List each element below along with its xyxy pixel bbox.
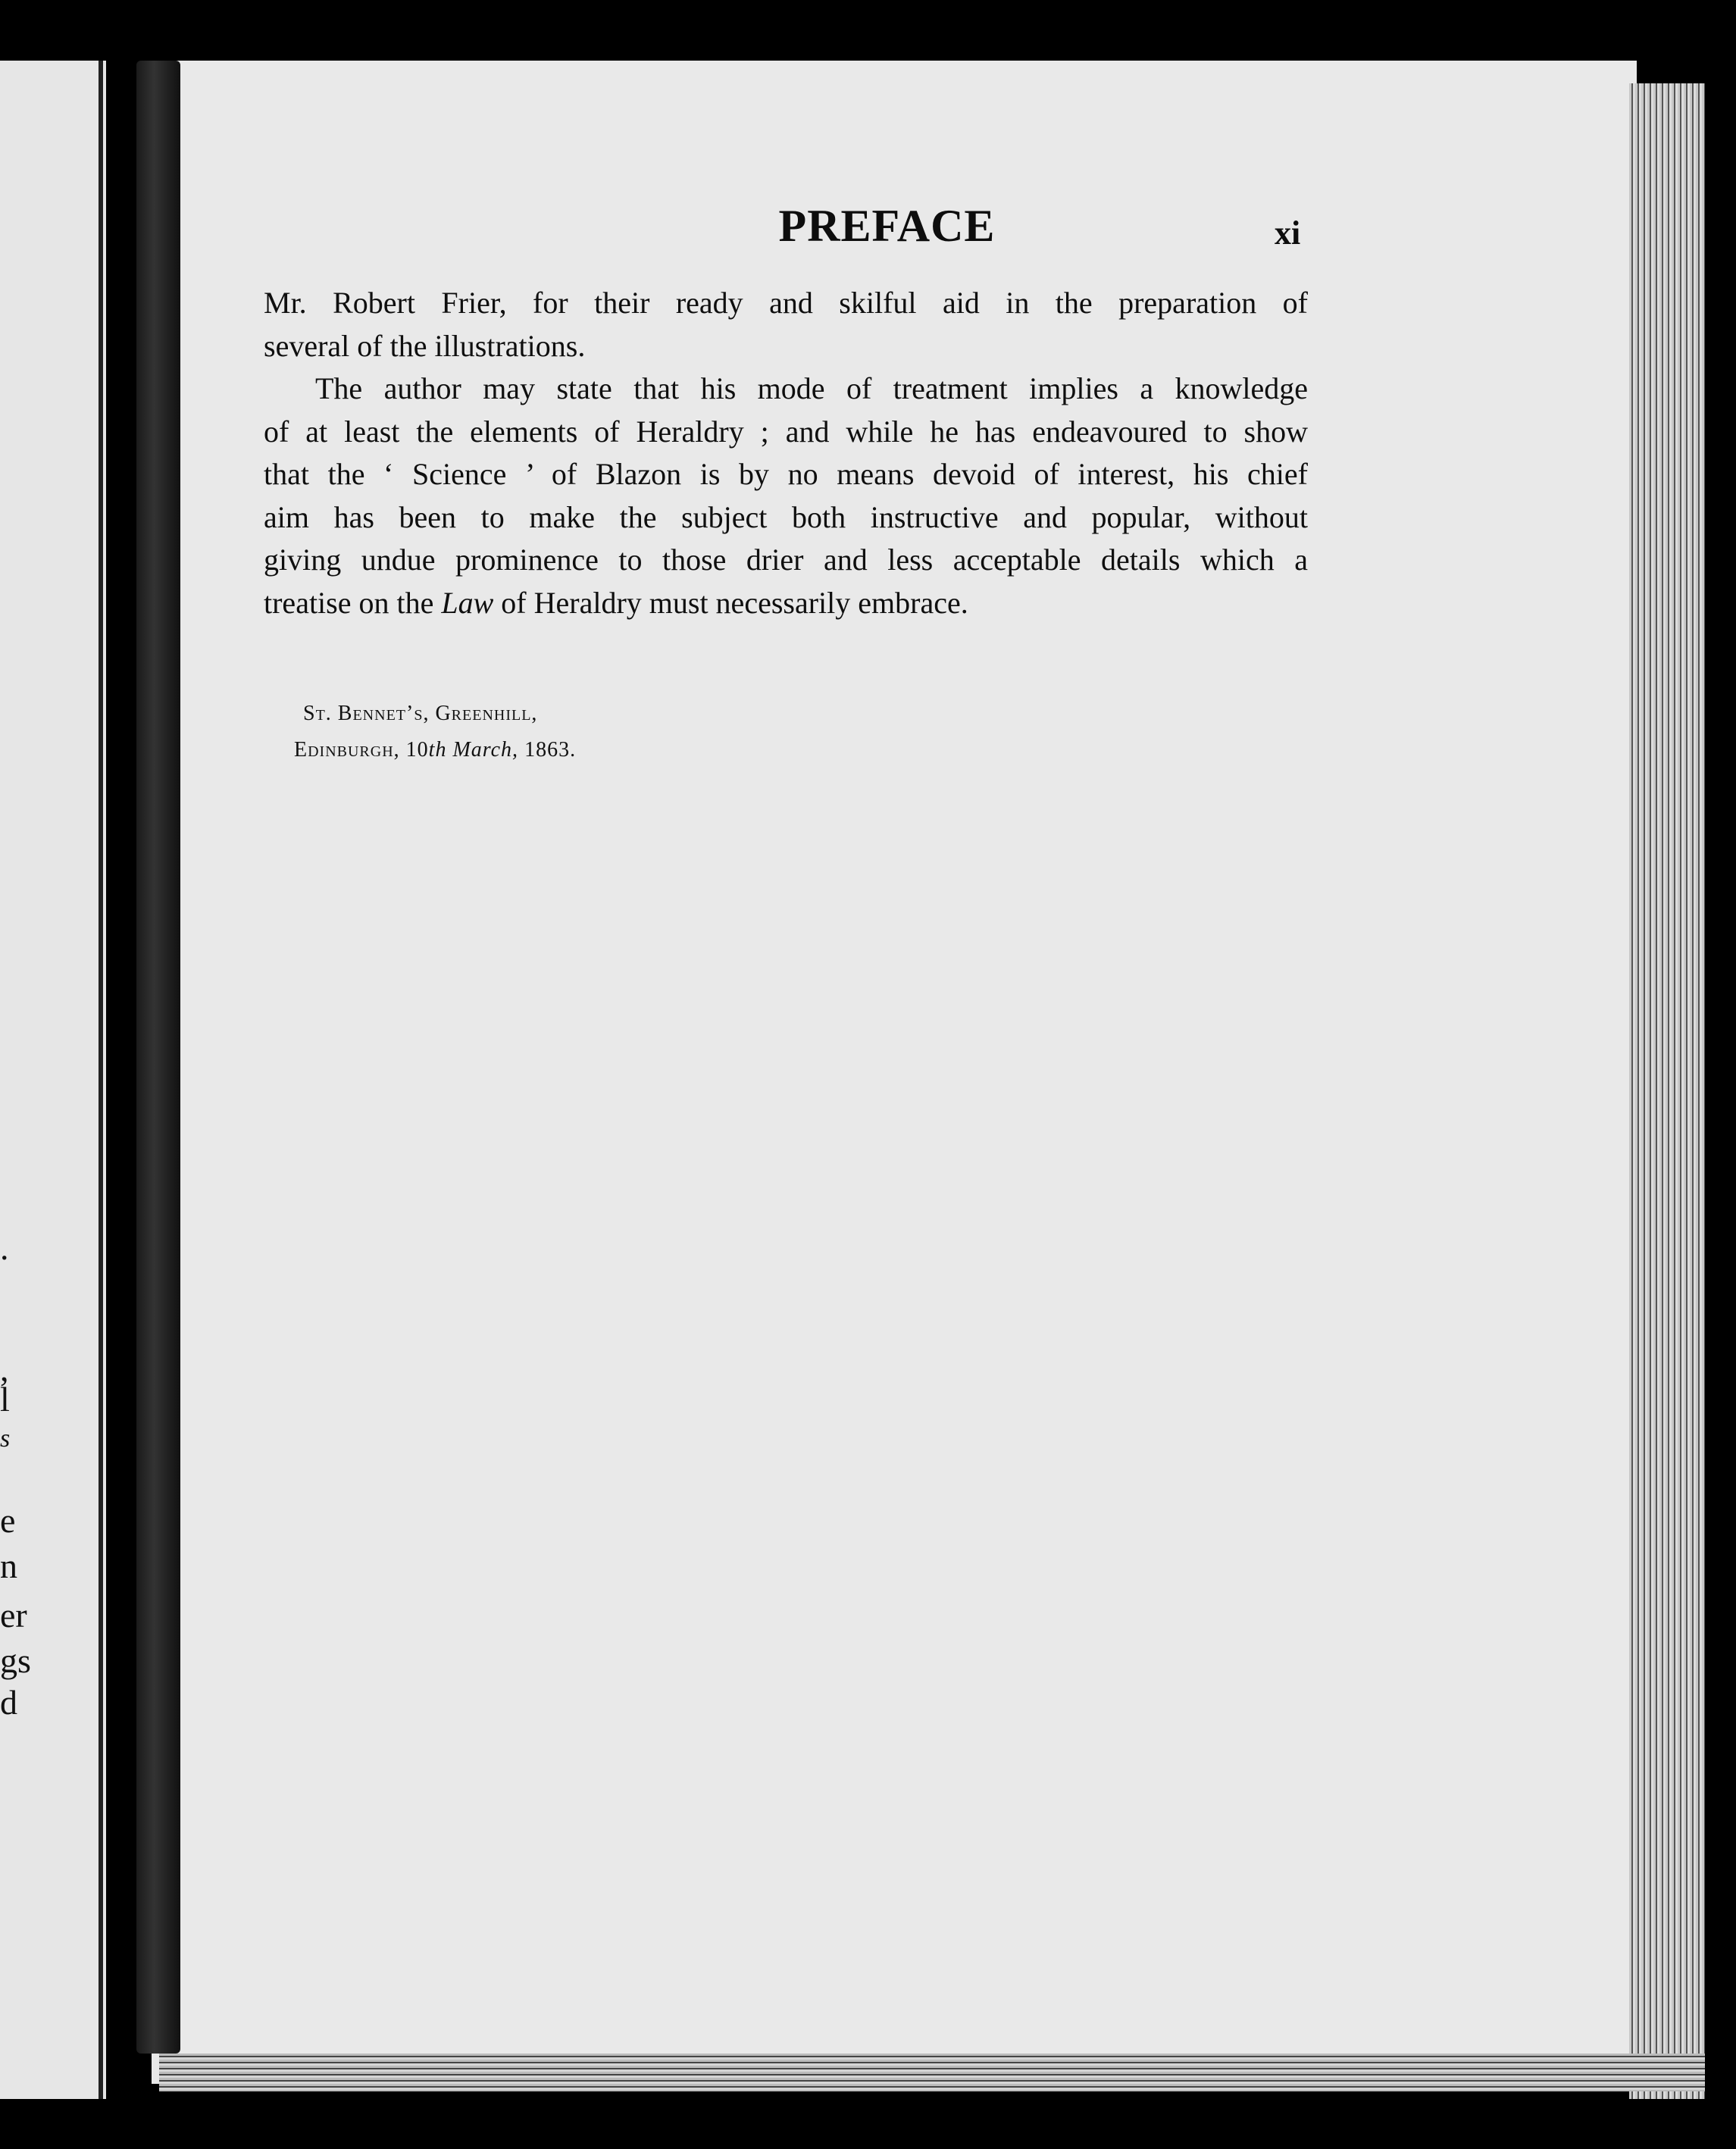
- text-line: of at least the elements of Heraldry ; and while he has endeavoured to show: [264, 414, 1308, 449]
- page-title: PREFACE: [778, 201, 996, 251]
- left-fragment: ,: [0, 1350, 9, 1388]
- page-number: xi: [1275, 214, 1301, 252]
- signature-block: [294, 696, 577, 768]
- page-edge-right: [1629, 83, 1705, 2099]
- signature-line-1: St. Bennet’s, Greenhill,: [303, 702, 538, 725]
- facing-page-left: [0, 61, 106, 2099]
- signature-place: Edinburgh,: [294, 738, 406, 762]
- signature-date-month: th March,: [428, 738, 519, 762]
- left-fragment: e: [0, 1501, 16, 1540]
- text-fragment: of Heraldry must necessarily embrace.: [493, 585, 968, 620]
- left-fragment: er: [0, 1596, 27, 1634]
- left-fragment: d: [0, 1683, 17, 1722]
- signature-year: 1863.: [518, 738, 577, 762]
- text-line: several of the illustrations.: [264, 328, 586, 363]
- left-fragment: l: [0, 1380, 10, 1419]
- signature-line-2: [294, 732, 576, 768]
- text-fragment: treatise on the: [264, 585, 442, 620]
- book-binding: [136, 61, 180, 2054]
- left-fragment: n: [0, 1547, 17, 1585]
- left-fragment: s: [0, 1425, 11, 1453]
- left-fragment: .: [0, 1228, 9, 1267]
- text-line: Mr. Robert Frier, for their ready and skilful aid in the preparation of: [264, 286, 1308, 320]
- text-line-last: [264, 582, 1308, 625]
- left-fragment: gs: [0, 1641, 31, 1680]
- text-line: The author may state that his mode of treatment implies a knowledge: [315, 371, 1308, 405]
- gutter-line: [99, 61, 103, 2099]
- text-emphasis: Law: [441, 585, 494, 620]
- text-line: aim has been to make the subject both instructive and popular, without: [264, 499, 1308, 534]
- preface-body: [264, 282, 1308, 624]
- page-edge-bottom: [159, 2054, 1705, 2091]
- text-line: giving undue prominence to those drier and less acceptable details which a: [264, 543, 1308, 577]
- text-line: that the ‘ Science ’ of Blazon is by no means devoid of interest, his chief: [264, 457, 1308, 491]
- signature-date-num: 10: [405, 738, 429, 762]
